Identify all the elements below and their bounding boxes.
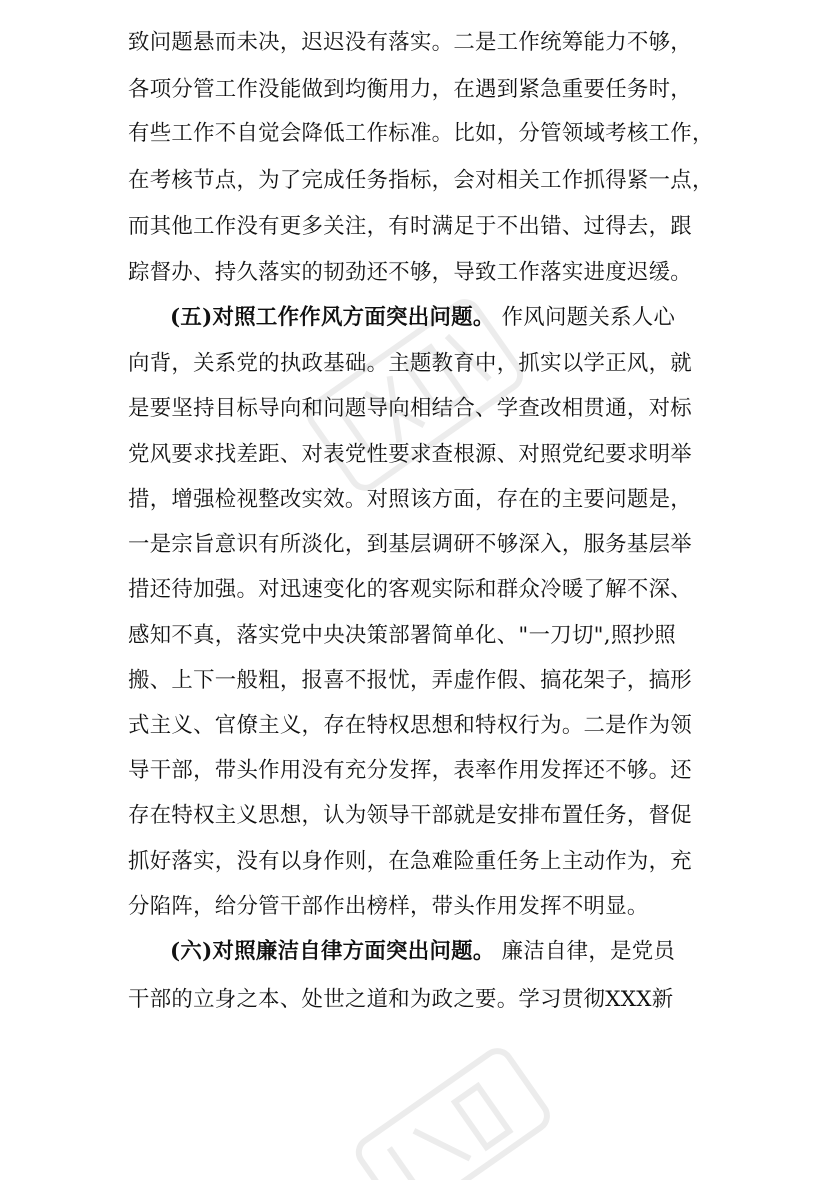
text-line-7: 向背，关系党的执政基础。主题教育中，抓实以学正风，就 [128,351,692,376]
text-line-2: 各项分管工作没能做到均衡用力，在遇到紧急重要任务时， [128,77,692,102]
section-5-heading-line [170,303,675,333]
text-line-17: 存在特权主义思想，认为领导干部就是安排布置任务，督促 [128,803,692,828]
text-line-4: 在考核节点，为了完成任务指标，会对相关工作抓得紧一点， [128,168,714,193]
section-6-heading-line [170,937,675,967]
text-line-1: 致问题悬而未决，迟迟没有落实。二是工作统筹能力不够， [128,30,692,55]
text-line-20: 干部的立身之本、处世之道和为政之要。学习贯彻XXX新 [128,987,674,1012]
text-line-14: 搬、上下一般粗，报喜不报忧，弄虚作假、搞花架子，搞形 [128,668,692,693]
section-6-lead-text: 廉洁自律，是党员 [494,939,676,964]
text-line-8: 是要坚持目标导向和问题导向相结合、学查改相贯通，对标 [128,396,692,421]
text-line-15: 式主义、官僚主义，存在特权思想和特权行为。二是作为领 [128,713,692,738]
text-line-6: 踪督办、持久落实的韧劲还不够，导致工作落实进度迟缓。 [128,260,692,285]
watermark-seal-bottom-icon [330,1040,570,1180]
text-line-19: 分陷阵，给分管干部作出榜样，带头作用发挥不明显。 [128,894,649,919]
text-line-3: 有些工作不自觉会降低工作标准。比如，分管领域考核工作， [128,121,714,146]
text-line-9: 党风要求找差距、对表党性要求查根源、对照党纪要求明举 [128,442,692,467]
section-5-lead-text: 作风问题关系人心 [494,305,676,330]
text-line-5: 而其他工作没有更多关注，有时满足于不出错、过得去，跟 [128,214,692,239]
text-line-10: 措，增强检视整改实效。对照该方面，存在的主要问题是， [128,487,692,512]
text-line-18: 抓好落实，没有以身作则，在急难险重任务上主动作为，充 [128,849,692,874]
text-line-16: 导干部，带头作用没有充分发挥，表率作用发挥还不够。还 [128,758,692,783]
section-6-heading: (六)对照廉洁自律方面突出问题。 [170,939,495,964]
text-line-11: 一是宗旨意识有所淡化，到基层调研不够深入，服务基层举 [128,532,692,557]
section-5-heading: (五)对照工作作风方面突出问题。 [170,305,495,330]
text-line-12: 措还待加强。对迅速变化的客观实际和群众冷暖了解不深、 [128,577,692,602]
text-line-13: 感知不真，落实党中央决策部署简单化、"一刀切",照抄照 [128,623,676,648]
